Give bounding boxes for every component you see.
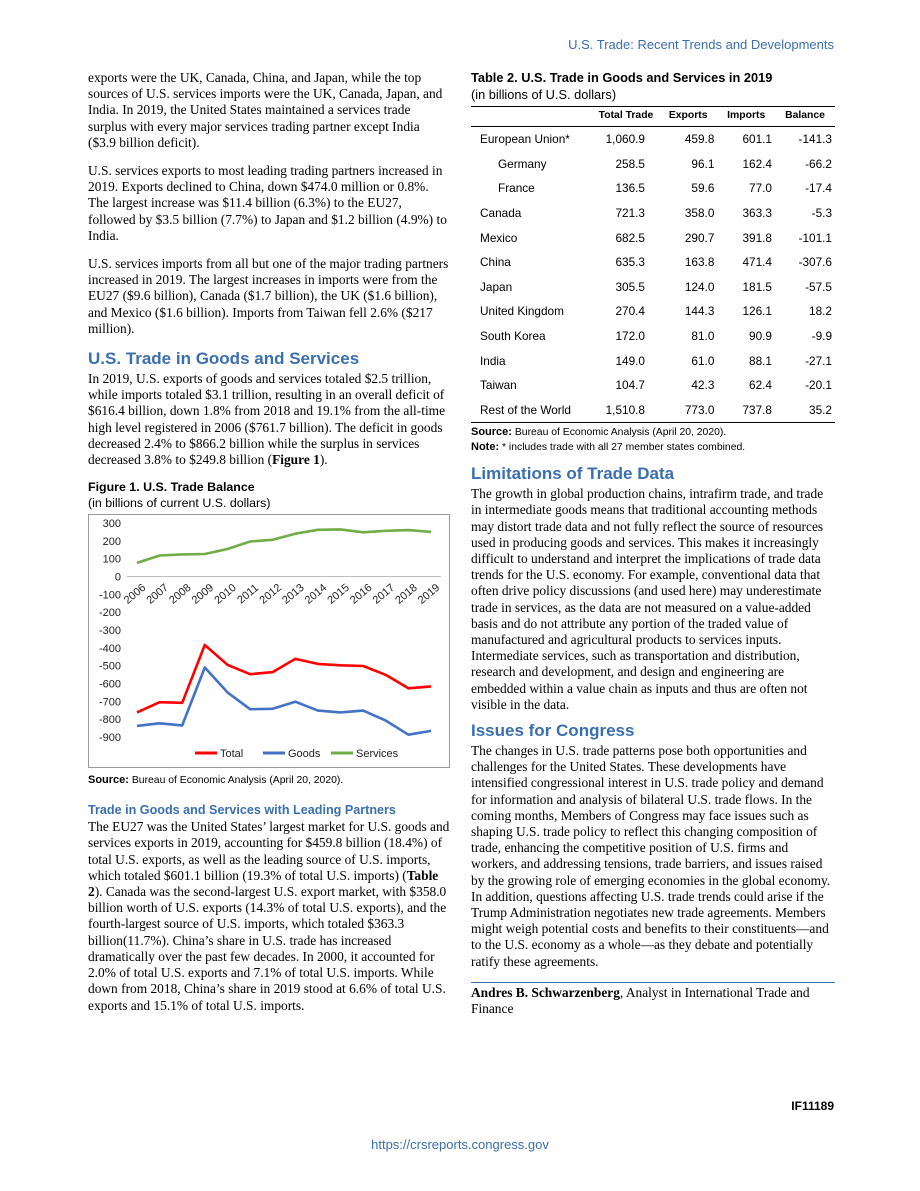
table-cell: 721.3 (615, 206, 645, 221)
table-title: Table 2. U.S. Trade in Goods and Services in 2019 (471, 70, 773, 85)
table-cell: 104.7 (615, 378, 645, 393)
table-source (471, 425, 835, 440)
table-row (471, 152, 835, 177)
table-ref: Table 2 (88, 867, 439, 900)
x-tick-label: 2011 (235, 582, 262, 607)
author-block (471, 985, 835, 1017)
figure-source (88, 773, 450, 788)
paragraph-services-partners: exports were the UK, Canada, China, and Japan, while the top sources of U.S. services imports were the UK, Canada, Japan, and India. In 2019, the United States maintained a services trade surplus with every major services trading partner except India ($3.9 billion deficit). (88, 70, 443, 150)
table-cell: 149.0 (615, 353, 645, 368)
paragraph-leading-partners (88, 819, 450, 1013)
table-cell: 773.0 (659, 398, 717, 423)
y-tick-label: -900 (98, 732, 121, 745)
table-cell: 162.4 (742, 156, 772, 171)
table-note-label: Note: (471, 441, 500, 454)
y-tick-label: -200 (98, 607, 121, 620)
table-row (471, 398, 835, 423)
y-tick-label: 100 (102, 553, 121, 566)
table-cell: -17.4 (805, 181, 832, 196)
table-cell: 1,060.9 (605, 132, 645, 147)
x-tick-label: 2015 (325, 582, 352, 607)
table-cell: 77.0 (749, 181, 772, 196)
trade-balance-chart-svg (89, 515, 449, 767)
table-cell: 682.5 (615, 230, 645, 245)
table-cell: 62.4 (749, 378, 772, 393)
table-cell: 290.7 (684, 230, 715, 245)
table-cell: 181.5 (742, 279, 772, 294)
right-column (471, 70, 835, 1029)
table-cell: -20.1 (805, 378, 832, 393)
table-cell: -101.1 (798, 230, 832, 245)
table-cell: -9.9 (811, 329, 832, 344)
table-cell: -57.5 (805, 279, 832, 294)
series-line-services (137, 530, 431, 564)
table-cell: 601.1 (742, 132, 772, 147)
table-cell-country: China (480, 255, 511, 270)
table-cell: -141.3 (798, 132, 832, 147)
table-cell: 136.5 (615, 181, 645, 196)
y-tick-label: 300 (102, 518, 121, 531)
table-cell: 471.4 (742, 255, 772, 270)
table-cell: 81.0 (691, 329, 715, 344)
x-tick-label: 2012 (257, 582, 284, 607)
y-tick-label: -600 (98, 678, 121, 691)
y-tick-label: 0 (114, 571, 121, 584)
table-cell: 305.5 (615, 279, 645, 294)
heading-limitations: Limitations of Trade Data (471, 464, 675, 484)
table-cell: 88.1 (749, 353, 772, 368)
paragraph-limitations: The growth in global production chains, intrafirm trade, and trade in intermediate goods means that traditional accounting methods may distort trade data and not fully reflect the source of resources used in producing goods and services. This makes it increasingly difficult to understand and interpret the implications of trade data trends for the U.S. economy. For example, conventional data that often drive policy discussions (and used here) may underestimate trade in services, as the data are not measured on a value-added basis and do not attribute any portion of the traded value of manufactured and agricultural products to services inputs. Intermediate services, such as transportation and distribution, research and development, and design and engineering are embedded within a value chain as inputs and thus are often not visible in the data. (471, 486, 824, 712)
y-tick-label: -800 (98, 714, 121, 727)
table-row (471, 225, 835, 250)
legend-label-total: Total (220, 748, 244, 761)
table-cell-country: Rest of the World (471, 398, 593, 423)
x-tick-label: 2010 (212, 582, 239, 607)
table-cell: 258.5 (615, 156, 645, 171)
table-cell: 18.2 (809, 304, 832, 319)
table-source-label: Source: (471, 426, 512, 439)
table-row (471, 299, 835, 324)
table-cell: 737.8 (717, 398, 775, 423)
table-cell-country: Taiwan (480, 378, 517, 393)
table-source-text: Bureau of Economic Analysis (April 20, 2020). (511, 427, 727, 439)
author-name: Andres B. Schwarzenberg (471, 984, 620, 1000)
author-divider (471, 982, 835, 983)
table-cell: 358.0 (684, 206, 715, 221)
table-row (471, 176, 835, 201)
table-header-row (471, 107, 835, 127)
trade-table (471, 106, 835, 423)
table-note (471, 440, 835, 455)
table-cell-country: India (480, 353, 506, 368)
table-cell-country: European Union* (480, 132, 570, 147)
table-row (471, 324, 835, 349)
table-cell: 635.3 (615, 255, 645, 270)
y-tick-label: -700 (98, 696, 121, 709)
x-tick-label: 2017 (370, 582, 398, 607)
figure-source-label: Source: (88, 774, 129, 787)
table-cell: 35.2 (775, 398, 835, 423)
running-header: U.S. Trade: Recent Trends and Developments (568, 37, 834, 52)
table-row (471, 201, 835, 226)
table-cell: 144.3 (684, 304, 715, 319)
table-cell: 163.8 (684, 255, 715, 270)
footer-url[interactable]: https://crsreports.congress.gov (371, 1137, 549, 1152)
table-cell: 90.9 (749, 329, 772, 344)
x-tick-label: 2016 (347, 582, 375, 607)
y-tick-label: -400 (98, 643, 121, 656)
table-cell: 61.0 (691, 353, 715, 368)
table-cell-country: Germany (498, 156, 547, 171)
table-cell: -5.3 (811, 206, 832, 221)
table-cell-country: Canada (480, 206, 522, 221)
series-line-goods (137, 668, 431, 735)
heading-goods-services: U.S. Trade in Goods and Services (88, 349, 360, 369)
series-line-total (137, 645, 431, 712)
x-tick-label: 2008 (167, 582, 194, 607)
heading-issues: Issues for Congress (471, 720, 635, 740)
table-subtitle: (in billions of U.S. dollars) (471, 87, 617, 102)
trade-balance-chart (88, 514, 450, 768)
paragraph-services-imports: U.S. services imports from all but one of the major trading partners increased in 2019. The largest increases in imports were from the EU27 ($9.6 billion), Canada ($1.7 billion), the UK ($1.6 billion), and Mexico ($1.6 billion). Imports from Taiwan fell 2.6% ($217 million). (88, 256, 449, 336)
x-tick-label: 2018 (393, 582, 420, 607)
p5-text-a: The EU27 was the United States’ largest market for U.S. goods and services exports in 2019, accounting for $459.8 billion (18.4%) of total U.S. exports, as well as the leading source of U.S. imports, which totaled $601.1 billion (19.3% of total U.S. imports) ( (88, 819, 450, 883)
x-tick-label: 2009 (189, 582, 217, 607)
table-cell: -66.2 (805, 156, 832, 171)
table-cell: 42.3 (691, 378, 715, 393)
table-cell: 59.6 (691, 181, 715, 196)
heading-leading-partners: Trade in Goods and Services with Leading Partners (88, 803, 396, 818)
table-cell: 172.0 (615, 329, 645, 344)
report-id: IF11189 (791, 1099, 834, 1113)
table-cell-country: United Kingdom (480, 304, 564, 319)
table-cell: 459.8 (684, 132, 715, 147)
x-tick-label: 2006 (121, 582, 149, 607)
table-header-cell (471, 107, 593, 127)
table-cell-country: France (498, 181, 535, 196)
x-tick-label: 2007 (144, 582, 171, 607)
table-header-cell: Exports (659, 107, 717, 127)
table-cell: 363.3 (742, 206, 772, 221)
figure-subtitle: (in billions of current U.S. dollars) (88, 496, 271, 511)
paragraph-services-exports: U.S. services exports to most leading trading partners increased in 2019. Exports declined to China, down $474.0 million or 0.8%. The largest increase was $11.4 billion (6.3%) to the EU27, followed by $3.5 billion (7.7%) to Japan and $1.2 billion (4.9%) to India. (88, 163, 447, 243)
table-cell-country: Mexico (480, 230, 518, 245)
p5-text-b: ). Canada was the second-largest U.S. export market, with $358.0 billion worth of U.S. exports (14.3% of total U.S. exports), and the fourth-largest source of U.S. imports, which totaled $363.3 billion(11.7%). China’s share in U.S. trade has increased dramatically over the past few decades. In 2000, it accounted for 2.0% of total U.S. exports and 7.1% of total U.S. imports. While down from 2018, China’s share in 2019 stood at 6.6% of total U.S. exports and 15.1% of total U.S. imports. (88, 884, 447, 1013)
p4-end: ). (319, 452, 328, 468)
table-cell: 391.8 (742, 230, 772, 245)
table-cell: 1,510.8 (593, 398, 659, 423)
table-row (471, 250, 835, 275)
y-tick-label: -500 (98, 660, 121, 673)
x-tick-label: 2013 (280, 582, 307, 607)
author-title: , Analyst in International Trade and Finance (471, 984, 810, 1017)
table-cell-country: South Korea (480, 329, 546, 344)
x-tick-label: 2014 (302, 582, 330, 607)
table-note-text: * includes trade with all 27 member states combined. (499, 442, 746, 454)
legend-label-services: Services (356, 748, 399, 761)
paragraph-issues: The changes in U.S. trade patterns pose both opportunities and challenges for the United States. These developments have intensified congressional interest in U.S. trade policy and demand for information and analysis of bilateral U.S. trade flows. In the coming months, Members of Congress may face issues such as shaping U.S. trade policy to reflect this changing composition of trade, enhancing the competitive position of U.S. firms and workers, and addressing tensions, trade barriers, and issues raised by the growing role of emerging economies in the global economy. In addition, questions affecting U.S. trade trends could arise if the Trump Administration negotiates new trade agreements. Members might weigh potential costs and benefits to their constituents—and to the U.S. economy as a whole—as they debate and potentially ratify these agreements. (471, 742, 831, 969)
table-cell-country: Japan (480, 279, 513, 294)
table-header-cell: Imports (717, 107, 775, 127)
x-tick-label: 2019 (415, 582, 443, 607)
paragraph-goods-services (88, 371, 450, 468)
figure-title: Figure 1. U.S. Trade Balance (88, 480, 255, 495)
table-cell: -307.6 (798, 255, 832, 270)
table-header-cell: Balance (775, 107, 835, 127)
figure-source-text: Bureau of Economic Analysis (April 20, 2020). (128, 775, 344, 787)
table-cell: -27.1 (805, 353, 832, 368)
table-row (471, 373, 835, 398)
table-cell: 126.1 (742, 304, 772, 319)
p4-text: In 2019, U.S. exports of goods and services totaled $2.5 trillion, while imports totaled $3.1 trillion, resulting in an overall deficit of $616.4 billion, down 1.8% from 2018 and 19.1% from the all-time high level registered in 2006 ($761.7 billion). The deficit in goods decreased 2.4% to $866.2 billion while the surplus in services decreased 3.8% to $249.8 billion ( (88, 371, 446, 468)
table-cell: 96.1 (691, 156, 715, 171)
left-column (88, 70, 450, 1026)
table-row (471, 348, 835, 373)
legend-label-goods: Goods (288, 748, 321, 761)
table-cell: 124.0 (684, 279, 715, 294)
y-tick-label: 200 (102, 536, 121, 549)
table-row (471, 127, 835, 152)
figure-ref: Figure 1 (272, 452, 320, 468)
y-tick-label: -100 (98, 589, 121, 602)
table-body (471, 127, 835, 423)
table-cell: 270.4 (615, 304, 645, 319)
table-row (471, 275, 835, 300)
table-header-cell: Total Trade (593, 107, 659, 127)
y-tick-label: -300 (98, 625, 121, 638)
